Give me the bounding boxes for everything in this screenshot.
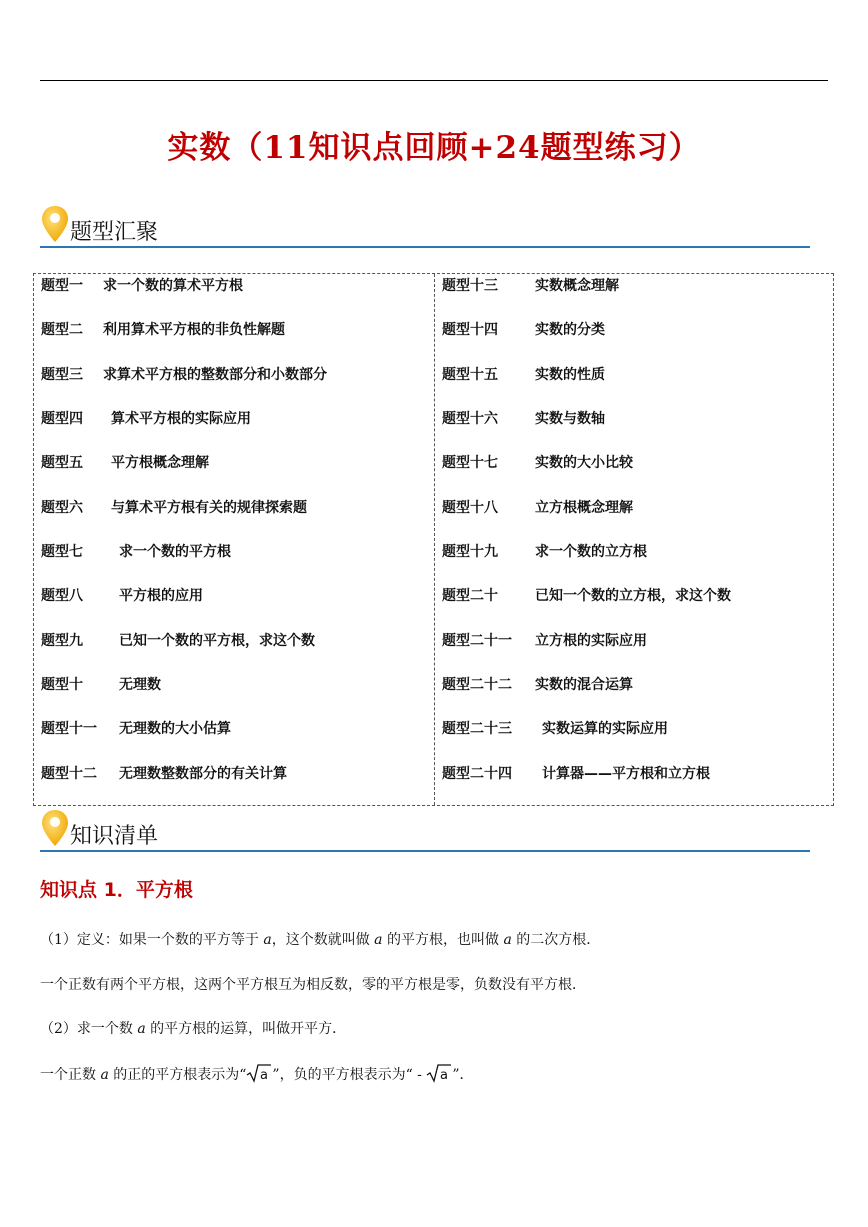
type-item[interactable] [442,452,633,474]
type-text: 无理数 [119,677,161,693]
type-label: 题型一 [41,278,83,294]
type-label: 题型十四 [442,322,498,338]
type-label: 题型二 [41,322,83,338]
type-label: 题型十六 [442,411,498,427]
definition-paragraph [40,929,600,949]
type-item[interactable] [41,408,251,430]
type-text: 实数的混合运算 [535,677,633,693]
type-item[interactable] [41,585,203,607]
type-label: 题型五 [41,455,83,471]
variable: a [263,932,272,948]
text-span: ”． [452,1067,474,1083]
type-text: 求一个数的平方根 [119,544,231,560]
section-rule [40,246,810,248]
notation-paragraph [40,1063,474,1087]
type-item[interactable] [41,763,287,785]
column-divider [434,274,435,805]
operation-paragraph [40,1018,346,1038]
type-label: 题型十 [41,677,83,693]
type-text: 实数的性质 [535,367,605,383]
radical-sign-icon [426,1063,452,1083]
type-label: 题型二十三 [442,721,512,737]
type-text: 无理数的大小估算 [119,721,231,737]
text-span: 的正的平方根表示为“ [108,1067,247,1083]
type-text: 实数的大小比较 [535,455,633,471]
text-span: ”，负的平方根表示为“ - [272,1067,427,1083]
type-item[interactable] [442,718,668,740]
text-span: 的平方根，也叫做 [382,932,504,948]
type-text: 平方根的应用 [119,588,203,604]
type-text: 与算术平方根有关的规律探索题 [111,500,307,516]
type-text: 求一个数的立方根 [535,544,647,560]
type-label: 题型十七 [442,455,498,471]
text-span: （1）定义：如果一个数的平方等于 [40,932,264,948]
type-label: 题型十三 [442,278,498,294]
radicand: a [440,1068,449,1083]
type-label: 题型九 [41,633,83,649]
type-label: 题型十八 [442,500,498,516]
negative-sqrt-a-formula [426,1063,452,1087]
location-pin-icon [40,204,70,246]
type-item[interactable] [41,319,285,341]
type-item[interactable] [41,364,327,386]
type-label: 题型十九 [442,544,498,560]
type-label: 题型二十 [442,588,498,604]
type-text: 利用算术平方根的非负性解题 [103,322,285,338]
type-item[interactable] [41,452,209,474]
type-text: 无理数整数部分的有关计算 [119,766,287,782]
type-text: 算术平方根的实际应用 [111,411,251,427]
type-text: 平方根概念理解 [111,455,209,471]
type-label: 题型七 [41,544,83,560]
header-rule [40,80,828,81]
type-text: 实数概念理解 [535,278,619,294]
text-span: ，这个数就叫做 [271,932,375,948]
section-header-types [40,204,810,248]
text-span: 的平方根的运算，叫做开平方． [145,1021,347,1037]
type-label: 题型八 [41,588,83,604]
radicand: a [260,1068,269,1083]
variable: a [100,1067,109,1083]
type-item[interactable] [41,630,315,652]
question-types-table [33,273,834,806]
type-text: 已知一个数的立方根，求这个数 [535,588,731,604]
type-text: 实数与数轴 [535,411,605,427]
type-item[interactable] [41,541,231,563]
type-item[interactable] [442,763,710,785]
type-label: 题型十五 [442,367,498,383]
type-item[interactable] [442,541,647,563]
knowledge-point-title: 知识点 1．平方根 [40,879,193,901]
type-item[interactable] [442,630,647,652]
type-item[interactable] [41,497,307,519]
type-item[interactable] [442,364,605,386]
type-text: 求一个数的算术平方根 [103,278,243,294]
section-title: 知识清单 [70,824,159,849]
type-item[interactable] [442,585,731,607]
section-rule [40,850,810,852]
type-text: 实数运算的实际应用 [542,721,668,737]
variable: a [503,932,512,948]
section-header-knowledge [40,808,810,852]
type-text: 立方根的实际应用 [535,633,647,649]
type-text: 已知一个数的平方根，求这个数 [119,633,315,649]
type-text: 计算器——平方根和立方根 [542,766,710,782]
location-pin-icon [40,808,70,850]
type-label: 题型二十一 [442,633,512,649]
text-span: （2）求一个数 [40,1021,138,1037]
radical-sign-icon [246,1063,272,1083]
document-title: 实数（11知识点回顾+24题型练习） [167,130,701,166]
type-item[interactable] [442,497,633,519]
section-title: 题型汇聚 [70,220,159,245]
sqrt-a-formula [246,1063,272,1087]
type-label: 题型三 [41,367,83,383]
text-span: 的二次方根． [511,932,601,948]
type-item[interactable] [41,718,231,740]
type-item[interactable] [442,674,633,696]
type-text: 立方根概念理解 [535,500,633,516]
text-span: 一个正数 [40,1067,101,1083]
type-item[interactable] [41,275,243,297]
type-text: 实数的分类 [535,322,605,338]
property-paragraph: 一个正数有两个平方根，这两个平方根互为相反数，零的平方根是零，负数没有平方根． [40,977,586,993]
type-label: 题型二十二 [442,677,512,693]
type-item[interactable] [442,408,605,430]
variable: a [374,932,383,948]
type-text: 求算术平方根的整数部分和小数部分 [103,367,327,383]
type-item[interactable] [442,319,605,341]
type-label: 题型十二 [41,766,97,782]
type-label: 题型十一 [41,721,97,737]
type-label: 题型二十四 [442,766,512,782]
variable: a [137,1021,146,1037]
type-label: 题型四 [41,411,83,427]
type-label: 题型六 [41,500,83,516]
type-item[interactable] [41,674,161,696]
type-item[interactable] [442,275,619,297]
